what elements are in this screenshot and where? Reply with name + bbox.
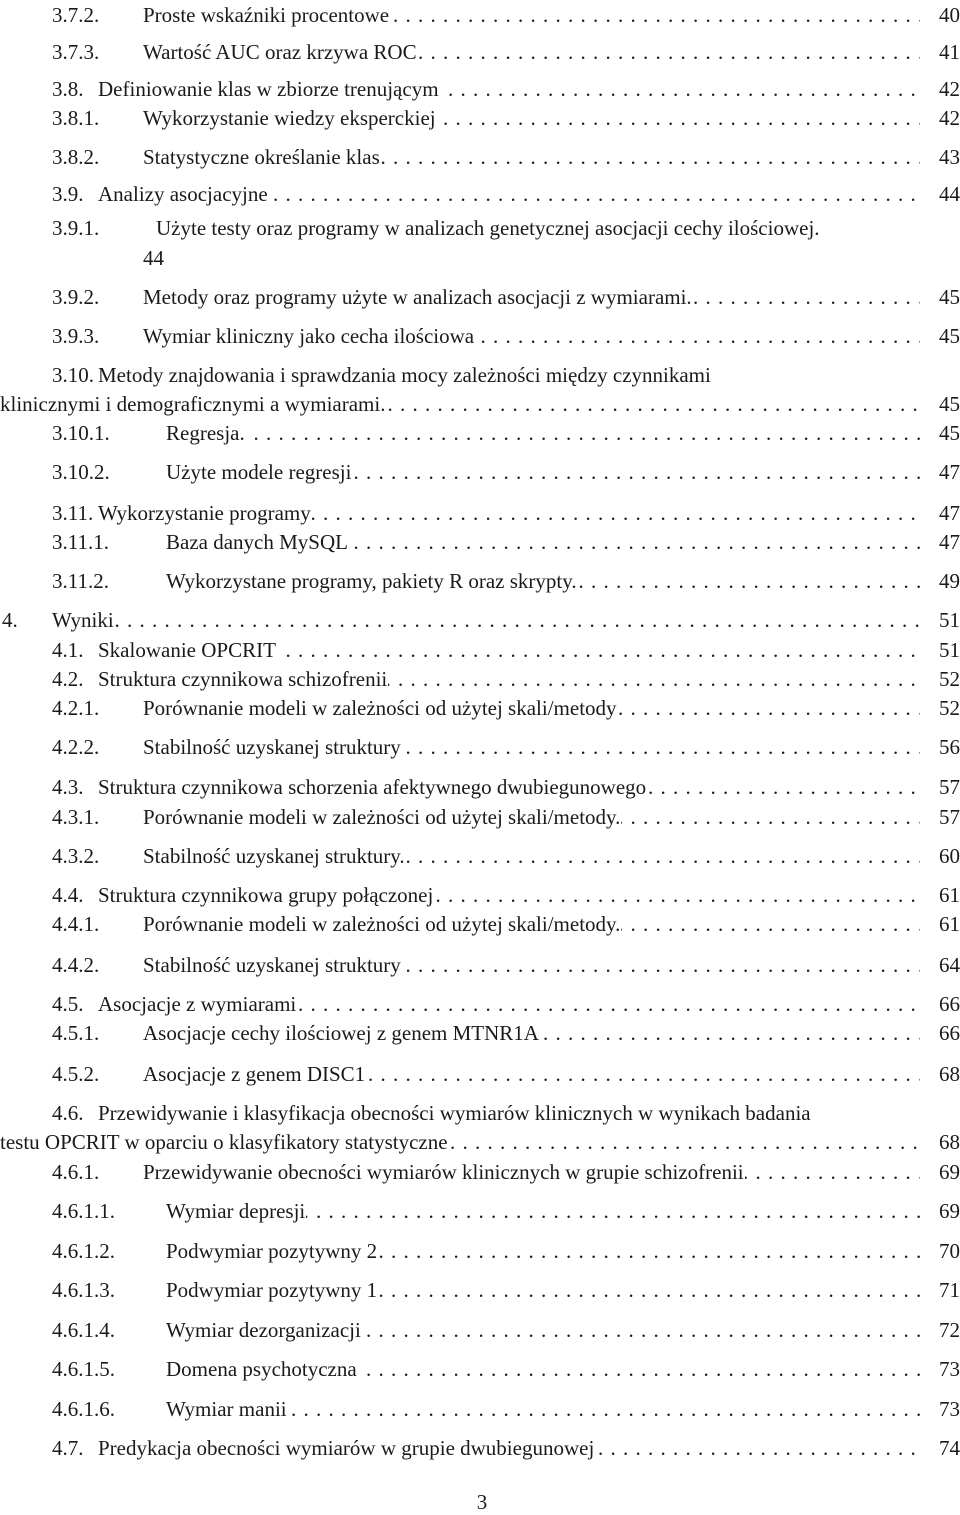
toc-entry[interactable] bbox=[0, 635, 960, 665]
toc-entry[interactable] bbox=[0, 457, 960, 487]
entry-number: 4.6.1.1. bbox=[52, 1199, 115, 1223]
toc-entry[interactable] bbox=[0, 1394, 960, 1424]
entry-page: 60 bbox=[939, 844, 960, 868]
entry-number: 3.8. bbox=[52, 77, 84, 101]
toc-entry[interactable] bbox=[0, 1098, 960, 1128]
entry-page: 66 bbox=[939, 992, 960, 1016]
entry-number: 4.2.1. bbox=[52, 696, 100, 720]
entry-title: Metody oraz programy użyte w analizach asocjacji z wymiarami. . . . bbox=[143, 282, 920, 312]
entry-number: 3.10.1. bbox=[52, 421, 110, 445]
entry-number: 4.6.1.3. bbox=[52, 1278, 115, 1302]
entry-number: 4.6. bbox=[52, 1101, 84, 1125]
entry-page: 51 bbox=[939, 638, 960, 662]
toc-entry[interactable] bbox=[0, 0, 960, 30]
entry-page: 43 bbox=[939, 145, 960, 169]
toc-entry[interactable] bbox=[0, 527, 960, 557]
entry-title: Regresja. . . . bbox=[166, 418, 920, 448]
entry-page: 73 bbox=[939, 1357, 960, 1381]
entry-title: Statystyczne określanie klas . . . bbox=[143, 142, 920, 172]
entry-title: Porównanie modeli w zależności od użytej skali/metody. . . . bbox=[143, 802, 920, 832]
entry-page: 42 bbox=[939, 77, 960, 101]
entry-number: 3.11.1. bbox=[52, 530, 109, 554]
entry-number: 3.10.2. bbox=[52, 460, 110, 484]
entry-title: Podwymiar pozytywny 2 . . . bbox=[166, 1236, 920, 1266]
toc-entry[interactable] bbox=[0, 664, 960, 694]
entry-number: 4.5.2. bbox=[52, 1062, 100, 1086]
entry-page: 72 bbox=[939, 1318, 960, 1342]
entry-page: 57 bbox=[939, 775, 960, 799]
entry-title: Wyniki . . . bbox=[52, 605, 920, 635]
entry-number: 4.5. bbox=[52, 992, 84, 1016]
entry-title: Domena psychotyczna . . . bbox=[166, 1354, 920, 1384]
entry-page: 69 bbox=[939, 1199, 960, 1223]
toc-entry[interactable] bbox=[0, 179, 960, 209]
entry-number: 4.7. bbox=[52, 1436, 84, 1460]
entry-number: 4.1. bbox=[52, 638, 84, 662]
entry-title: Wymiar manii . . . bbox=[166, 1394, 920, 1424]
entry-number: 4.4.2. bbox=[52, 953, 100, 977]
entry-title: Wymiar dezorganizacji . . . bbox=[166, 1315, 920, 1345]
entry-page: 74 bbox=[939, 1436, 960, 1460]
entry-title: Struktura czynnikowa schorzenia afektywnego dwubiegunowego . . . bbox=[98, 772, 920, 802]
entry-number: 3.8.1. bbox=[52, 106, 100, 130]
toc-entry[interactable] bbox=[0, 37, 960, 67]
entry-number: 4.6.1. bbox=[52, 1160, 100, 1184]
toc-entry[interactable] bbox=[0, 693, 960, 723]
entry-number: 4.6.1.5. bbox=[52, 1357, 115, 1381]
entry-page: 70 bbox=[939, 1239, 960, 1263]
entry-number: 3.10. bbox=[52, 363, 94, 387]
toc-entry[interactable] bbox=[0, 1196, 960, 1226]
entry-title: Wymiar depresji . . . bbox=[166, 1196, 920, 1226]
toc-entry[interactable] bbox=[0, 1157, 960, 1187]
entry-page: 73 bbox=[939, 1397, 960, 1421]
entry-number: 4.3. bbox=[52, 775, 84, 799]
toc-entry[interactable] bbox=[0, 360, 960, 390]
entry-title: Stabilność uzyskanej struktury. . . . bbox=[143, 841, 920, 871]
entry-page: 64 bbox=[939, 953, 960, 977]
entry-title: Definiowanie klas w zbiorze trenującym . . . bbox=[98, 74, 920, 104]
entry-page: 61 bbox=[939, 912, 960, 936]
entry-number: 3.11.2. bbox=[52, 569, 109, 593]
entry-page: 45 bbox=[939, 421, 960, 445]
entry-title: Asocjacje z wymiarami . . . bbox=[98, 989, 920, 1019]
toc-entry[interactable] bbox=[0, 802, 960, 832]
entry-number: 4.2. bbox=[52, 667, 84, 691]
entry-number: 4.6.1.6. bbox=[52, 1397, 115, 1421]
entry-title: Skalowanie OPCRIT . . . bbox=[98, 635, 920, 665]
entry-title: Porównanie modeli w zależności od użytej skali/metody. . . . bbox=[143, 909, 920, 939]
toc-entry[interactable] bbox=[0, 1354, 960, 1384]
entry-number: 3.9.3. bbox=[52, 324, 100, 348]
entry-title: Przewidywanie obecności wymiarów klinicznych w grupie schizofrenii . . . bbox=[143, 1157, 920, 1187]
entry-page: 52 bbox=[939, 667, 960, 691]
entry-page: 44 bbox=[939, 182, 960, 206]
entry-title: Struktura czynnikowa grupy połączonej . . . bbox=[98, 880, 920, 910]
entry-page: 47 bbox=[939, 460, 960, 484]
toc-entry[interactable] bbox=[0, 74, 960, 104]
entry-page: 56 bbox=[939, 735, 960, 759]
toc-entry-continuation bbox=[0, 243, 960, 273]
toc-entry[interactable] bbox=[0, 950, 960, 980]
toc-entry[interactable] bbox=[0, 1018, 960, 1048]
toc-entry[interactable] bbox=[0, 1433, 960, 1463]
toc-entry[interactable] bbox=[0, 498, 960, 528]
toc-entry[interactable] bbox=[0, 282, 960, 312]
entry-number: 4.3.1. bbox=[52, 805, 100, 829]
toc-entry[interactable] bbox=[0, 841, 960, 871]
toc-entry[interactable] bbox=[0, 989, 960, 1019]
toc-entry[interactable] bbox=[0, 1275, 960, 1305]
toc-entry[interactable] bbox=[0, 880, 960, 910]
toc-entry[interactable] bbox=[0, 605, 960, 635]
toc-entry[interactable] bbox=[0, 103, 960, 133]
toc-entry[interactable] bbox=[0, 909, 960, 939]
entry-number: 3.7.2. bbox=[52, 3, 100, 27]
entry-title: Stabilność uzyskanej struktury . . . bbox=[143, 950, 920, 980]
entry-number: 3.7.3. bbox=[52, 40, 100, 64]
entry-title: Baza danych MySQL . . . bbox=[166, 527, 920, 557]
entry-page: 57 bbox=[939, 805, 960, 829]
entry-number: 4.6.1.4. bbox=[52, 1318, 115, 1342]
entry-title: Użyte modele regresji . . . bbox=[166, 457, 920, 487]
entry-page: 52 bbox=[939, 696, 960, 720]
entry-title: testu OPCRIT w oparciu o klasyfikatory statystyczne . . . bbox=[0, 1127, 920, 1157]
entry-number: 3.9.1. bbox=[52, 216, 100, 240]
toc-entry[interactable] bbox=[0, 732, 960, 762]
entry-title: Wykorzystanie wiedzy eksperckiej . . . bbox=[143, 103, 920, 133]
toc-entry-continuation[interactable] bbox=[0, 1127, 960, 1157]
entry-title: Porównanie modeli w zależności od użytej skali/metody . . . bbox=[143, 693, 920, 723]
toc-entry[interactable] bbox=[0, 566, 960, 596]
entry-title: Struktura czynnikowa schizofrenii . . . bbox=[98, 664, 920, 694]
entry-number: 4.3.2. bbox=[52, 844, 100, 868]
toc-entry-continuation[interactable] bbox=[0, 389, 960, 419]
entry-title: Wykorzystane programy, pakiety R oraz skrypty. . . . bbox=[166, 566, 920, 596]
page-footer-number: 3 bbox=[476, 1490, 488, 1514]
entry-number: 3.9. bbox=[52, 182, 84, 206]
entry-page: 66 bbox=[939, 1021, 960, 1045]
entry-title: Wymiar kliniczny jako cecha ilościowa . . . bbox=[143, 321, 920, 351]
toc-entry[interactable] bbox=[0, 142, 960, 172]
entry-number: 3.9.2. bbox=[52, 285, 100, 309]
entry-page: 68 bbox=[939, 1062, 960, 1086]
entry-page: 51 bbox=[939, 608, 960, 632]
toc-entry[interactable] bbox=[0, 772, 960, 802]
toc-entry[interactable] bbox=[0, 1236, 960, 1266]
entry-number: 3.8.2. bbox=[52, 145, 100, 169]
entry-page: 68 bbox=[939, 1130, 960, 1154]
entry-number: 4.6.1.2. bbox=[52, 1239, 115, 1263]
entry-number: 4. bbox=[2, 608, 18, 632]
entry-number: 4.4.1. bbox=[52, 912, 100, 936]
entry-number: 4.2.2. bbox=[52, 735, 100, 759]
entry-page: 42 bbox=[939, 106, 960, 130]
entry-number: 3.11. bbox=[52, 501, 94, 525]
entry-page: 45 bbox=[939, 392, 960, 416]
entry-title: Asocjacje z genem DISC1 . . . bbox=[143, 1059, 920, 1089]
entry-title: Stabilność uzyskanej struktury . . . bbox=[143, 732, 920, 762]
toc-entry[interactable] bbox=[0, 1315, 960, 1345]
entry-title: Wartość AUC oraz krzywa ROC . . . bbox=[143, 37, 920, 67]
entry-title: Predykacja obecności wymiarów w grupie dwubiegunowej . . . bbox=[98, 1433, 920, 1463]
entry-page: 40 bbox=[939, 3, 960, 27]
entry-page: 71 bbox=[939, 1278, 960, 1302]
entry-title: klinicznymi i demograficznymi a wymiarami. . . . bbox=[0, 389, 920, 419]
entry-page: 41 bbox=[939, 40, 960, 64]
entry-number: 4.4. bbox=[52, 883, 84, 907]
entry-page: 47 bbox=[939, 530, 960, 554]
toc-entry[interactable] bbox=[0, 418, 960, 448]
entry-title: 44 bbox=[143, 246, 164, 270]
entry-page: 49 bbox=[939, 569, 960, 593]
entry-page: 69 bbox=[939, 1160, 960, 1184]
entry-title: Asocjacje cechy ilościowej z genem MTNR1A . . . bbox=[143, 1018, 920, 1048]
toc-entry[interactable] bbox=[0, 321, 960, 351]
entry-number: 4.5.1. bbox=[52, 1021, 100, 1045]
entry-title: Podwymiar pozytywny 1 . . . bbox=[166, 1275, 920, 1305]
entry-page: 47 bbox=[939, 501, 960, 525]
entry-title: Proste wskaźniki procentowe . . . bbox=[143, 0, 920, 30]
entry-title: Wykorzystanie programy . . . bbox=[98, 498, 920, 528]
entry-title: Metody znajdowania i sprawdzania mocy zależności między czynnikami bbox=[98, 363, 711, 387]
entry-page: 61 bbox=[939, 883, 960, 907]
entry-page: 45 bbox=[939, 324, 960, 348]
entry-title: Użyte testy oraz programy w analizach genetycznej asocjacji cechy ilościowej. bbox=[156, 216, 820, 240]
entry-title: Przewidywanie i klasyfikacja obecności wymiarów klinicznych w wynikach badania bbox=[98, 1101, 811, 1125]
entry-title: Analizy asocjacyjne . . . bbox=[98, 179, 920, 209]
entry-page: 45 bbox=[939, 285, 960, 309]
toc-entry[interactable] bbox=[0, 213, 960, 243]
toc-entry[interactable] bbox=[0, 1059, 960, 1089]
